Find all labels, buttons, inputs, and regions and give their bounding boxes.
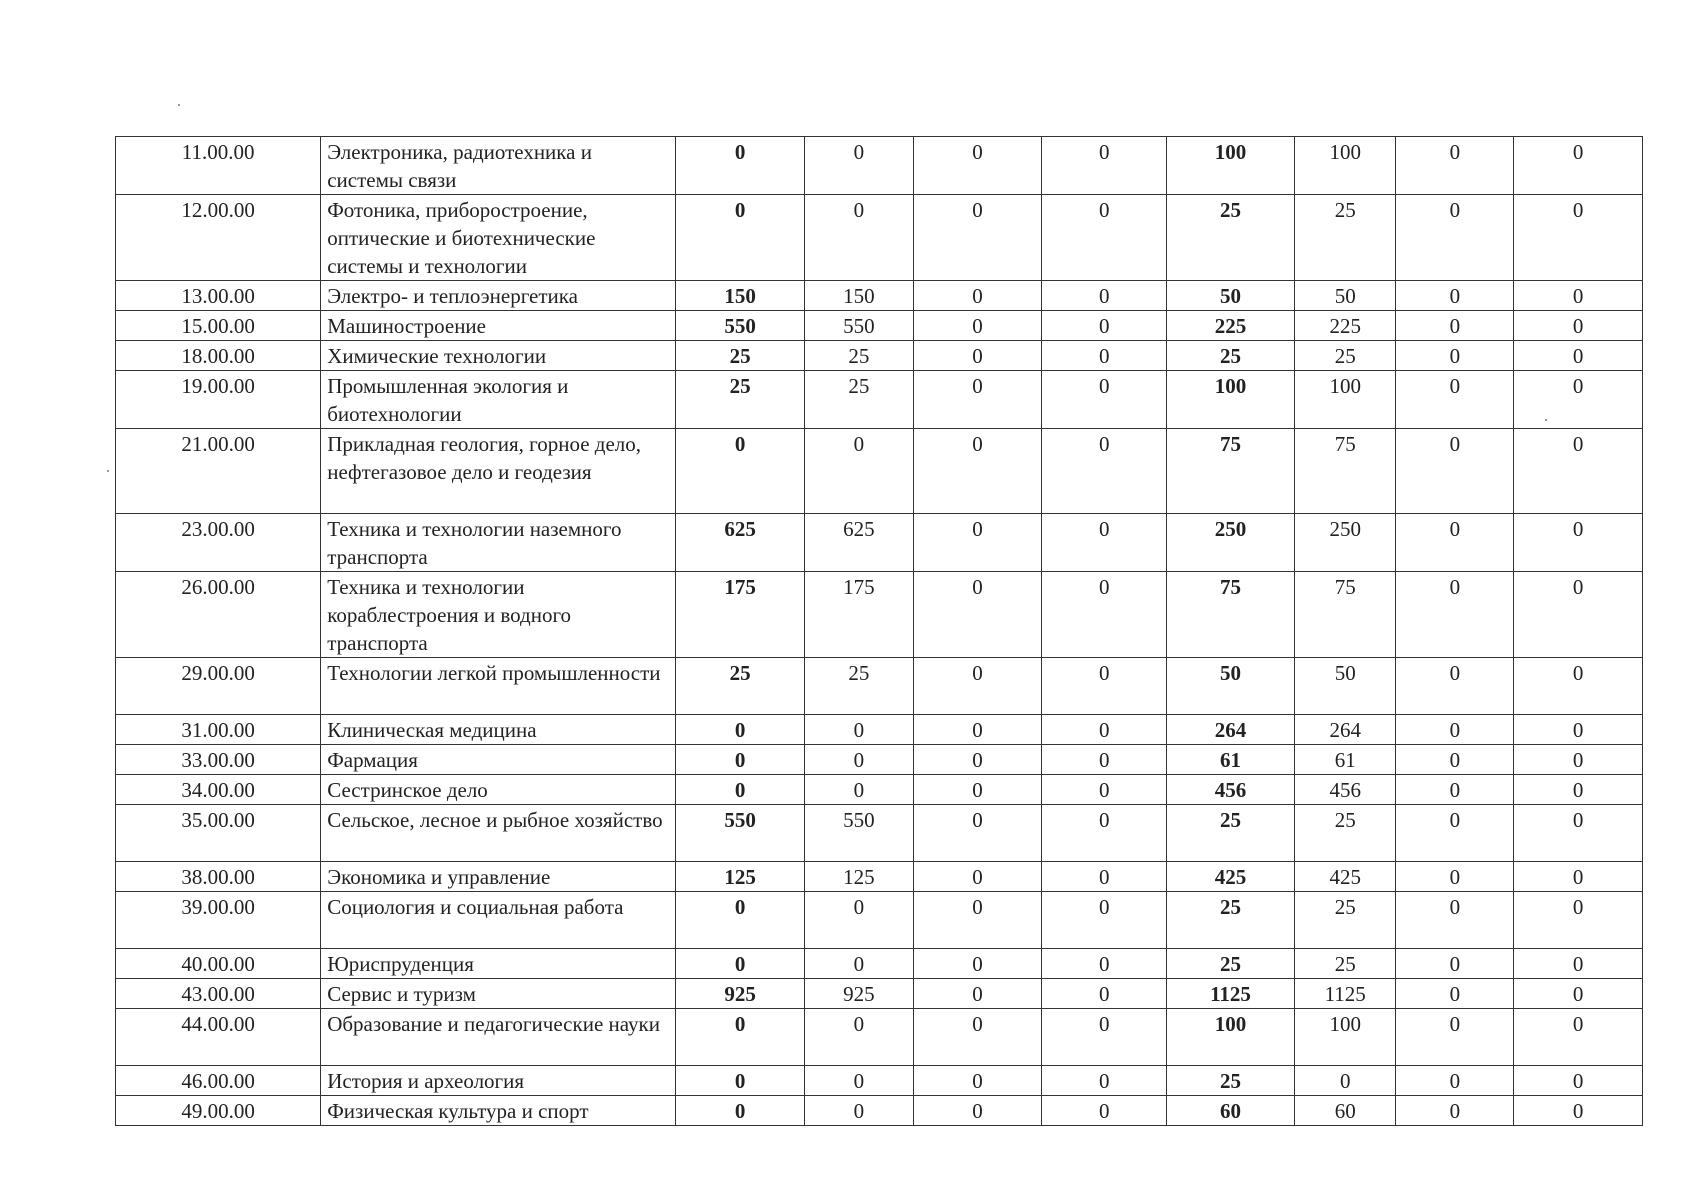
value-cell-c5: 75: [1167, 429, 1295, 514]
value-cell-c2: 0: [805, 775, 914, 805]
value-cell-c7: 0: [1396, 137, 1514, 195]
scan-speck: [1545, 419, 1547, 421]
value-cell-c8: 0: [1514, 514, 1643, 572]
value-cell-c3: 0: [913, 137, 1042, 195]
value-cell-c8: 0: [1514, 371, 1643, 429]
value-cell-c4: 0: [1042, 775, 1167, 805]
value-cell-c1: 0: [676, 1009, 805, 1066]
value-cell-c2: 550: [805, 805, 914, 862]
value-cell-c1: 550: [676, 311, 805, 341]
value-cell-c8: 0: [1514, 195, 1643, 281]
name-cell: Сельское, лесное и рыбное хозяйство: [321, 805, 676, 862]
value-cell-c3: 0: [913, 658, 1042, 715]
value-cell-c6: 25: [1294, 805, 1396, 862]
scan-speck: [107, 470, 109, 472]
value-cell-c5: 264: [1167, 715, 1295, 745]
value-cell-c4: 0: [1042, 715, 1167, 745]
value-cell-c1: 925: [676, 979, 805, 1009]
name-cell: Физическая культура и спорт: [321, 1096, 676, 1126]
value-cell-c2: 625: [805, 514, 914, 572]
value-cell-c2: 0: [805, 892, 914, 949]
table-row: [116, 195, 1643, 281]
value-cell-c3: 0: [913, 371, 1042, 429]
name-cell: Социология и социальная работа: [321, 892, 676, 949]
value-cell-c3: 0: [913, 949, 1042, 979]
value-cell-c4: 0: [1042, 949, 1167, 979]
value-cell-c6: 25: [1294, 195, 1396, 281]
value-cell-c5: 456: [1167, 775, 1295, 805]
value-cell-c7: 0: [1396, 1066, 1514, 1096]
table-body: [116, 137, 1643, 1126]
value-cell-c8: 0: [1514, 979, 1643, 1009]
name-cell: Электро- и теплоэнергетика: [321, 281, 676, 311]
value-cell-c2: 25: [805, 658, 914, 715]
value-cell-c2: 0: [805, 195, 914, 281]
value-cell-c3: 0: [913, 979, 1042, 1009]
value-cell-c4: 0: [1042, 572, 1167, 658]
value-cell-c8: 0: [1514, 137, 1643, 195]
value-cell-c7: 0: [1396, 658, 1514, 715]
value-cell-c7: 0: [1396, 745, 1514, 775]
value-cell-c8: 0: [1514, 775, 1643, 805]
value-cell-c6: 264: [1294, 715, 1396, 745]
code-cell: 40.00.00: [116, 949, 321, 979]
value-cell-c7: 0: [1396, 862, 1514, 892]
value-cell-c5: 1125: [1167, 979, 1295, 1009]
value-cell-c7: 0: [1396, 371, 1514, 429]
value-cell-c1: 25: [676, 371, 805, 429]
value-cell-c4: 0: [1042, 514, 1167, 572]
code-cell: 35.00.00: [116, 805, 321, 862]
name-cell: Фотоника, приборостроение, оптические и биотехнические системы и технологии: [321, 195, 676, 281]
value-cell-c5: 75: [1167, 572, 1295, 658]
value-cell-c3: 0: [913, 1009, 1042, 1066]
value-cell-c3: 0: [913, 341, 1042, 371]
value-cell-c3: 0: [913, 311, 1042, 341]
value-cell-c6: 75: [1294, 572, 1396, 658]
table-row: [116, 892, 1643, 949]
table-row: [116, 1096, 1643, 1126]
value-cell-c2: 0: [805, 745, 914, 775]
value-cell-c1: 0: [676, 137, 805, 195]
value-cell-c1: 0: [676, 195, 805, 281]
value-cell-c8: 0: [1514, 341, 1643, 371]
value-cell-c6: 25: [1294, 341, 1396, 371]
table-row: [116, 745, 1643, 775]
table-row: [116, 658, 1643, 715]
value-cell-c3: 0: [913, 429, 1042, 514]
value-cell-c7: 0: [1396, 311, 1514, 341]
value-cell-c1: 625: [676, 514, 805, 572]
value-cell-c4: 0: [1042, 892, 1167, 949]
value-cell-c8: 0: [1514, 745, 1643, 775]
value-cell-c7: 0: [1396, 341, 1514, 371]
value-cell-c3: 0: [913, 775, 1042, 805]
code-cell: 15.00.00: [116, 311, 321, 341]
value-cell-c3: 0: [913, 281, 1042, 311]
table-row: [116, 979, 1643, 1009]
value-cell-c2: 925: [805, 979, 914, 1009]
code-cell: 21.00.00: [116, 429, 321, 514]
value-cell-c5: 60: [1167, 1096, 1295, 1126]
value-cell-c2: 25: [805, 341, 914, 371]
value-cell-c4: 0: [1042, 371, 1167, 429]
code-cell: 39.00.00: [116, 892, 321, 949]
table-row: [116, 572, 1643, 658]
value-cell-c2: 150: [805, 281, 914, 311]
value-cell-c7: 0: [1396, 281, 1514, 311]
code-cell: 18.00.00: [116, 341, 321, 371]
value-cell-c2: 0: [805, 429, 914, 514]
value-cell-c3: 0: [913, 1066, 1042, 1096]
table-row: [116, 1009, 1643, 1066]
value-cell-c2: 550: [805, 311, 914, 341]
value-cell-c2: 0: [805, 715, 914, 745]
value-cell-c3: 0: [913, 715, 1042, 745]
value-cell-c6: 425: [1294, 862, 1396, 892]
value-cell-c8: 0: [1514, 311, 1643, 341]
name-cell: Промышленная экология и биотехнологии: [321, 371, 676, 429]
value-cell-c5: 25: [1167, 949, 1295, 979]
value-cell-c8: 0: [1514, 658, 1643, 715]
value-cell-c1: 0: [676, 1096, 805, 1126]
table-row: [116, 862, 1643, 892]
value-cell-c1: 125: [676, 862, 805, 892]
value-cell-c5: 25: [1167, 1066, 1295, 1096]
value-cell-c2: 0: [805, 137, 914, 195]
name-cell: Машиностроение: [321, 311, 676, 341]
value-cell-c7: 0: [1396, 1009, 1514, 1066]
value-cell-c6: 456: [1294, 775, 1396, 805]
value-cell-c8: 0: [1514, 1066, 1643, 1096]
value-cell-c8: 0: [1514, 572, 1643, 658]
value-cell-c6: 100: [1294, 1009, 1396, 1066]
name-cell: История и археология: [321, 1066, 676, 1096]
code-cell: 34.00.00: [116, 775, 321, 805]
value-cell-c7: 0: [1396, 572, 1514, 658]
value-cell-c2: 0: [805, 1066, 914, 1096]
value-cell-c3: 0: [913, 514, 1042, 572]
value-cell-c8: 0: [1514, 862, 1643, 892]
value-cell-c1: 0: [676, 949, 805, 979]
value-cell-c4: 0: [1042, 195, 1167, 281]
value-cell-c2: 125: [805, 862, 914, 892]
name-cell: Сестринское дело: [321, 775, 676, 805]
value-cell-c8: 0: [1514, 805, 1643, 862]
name-cell: Химические технологии: [321, 341, 676, 371]
value-cell-c5: 25: [1167, 892, 1295, 949]
value-cell-c7: 0: [1396, 195, 1514, 281]
value-cell-c5: 25: [1167, 805, 1295, 862]
value-cell-c5: 425: [1167, 862, 1295, 892]
value-cell-c3: 0: [913, 862, 1042, 892]
name-cell: Клиническая медицина: [321, 715, 676, 745]
enrollment-table: [115, 136, 1643, 1126]
name-cell: Юриспруденция: [321, 949, 676, 979]
name-cell: Экономика и управление: [321, 862, 676, 892]
value-cell-c2: 0: [805, 1096, 914, 1126]
value-cell-c3: 0: [913, 892, 1042, 949]
value-cell-c4: 0: [1042, 745, 1167, 775]
code-cell: 44.00.00: [116, 1009, 321, 1066]
value-cell-c6: 25: [1294, 892, 1396, 949]
value-cell-c7: 0: [1396, 775, 1514, 805]
value-cell-c8: 0: [1514, 892, 1643, 949]
table-row: [116, 514, 1643, 572]
value-cell-c3: 0: [913, 572, 1042, 658]
code-cell: 26.00.00: [116, 572, 321, 658]
value-cell-c6: 25: [1294, 949, 1396, 979]
value-cell-c6: 50: [1294, 281, 1396, 311]
code-cell: 46.00.00: [116, 1066, 321, 1096]
value-cell-c2: 25: [805, 371, 914, 429]
value-cell-c4: 0: [1042, 979, 1167, 1009]
value-cell-c5: 61: [1167, 745, 1295, 775]
value-cell-c7: 0: [1396, 979, 1514, 1009]
code-cell: 11.00.00: [116, 137, 321, 195]
value-cell-c4: 0: [1042, 1009, 1167, 1066]
value-cell-c5: 100: [1167, 371, 1295, 429]
code-cell: 29.00.00: [116, 658, 321, 715]
value-cell-c6: 50: [1294, 658, 1396, 715]
value-cell-c1: 0: [676, 1066, 805, 1096]
value-cell-c6: 225: [1294, 311, 1396, 341]
name-cell: Техника и технологии кораблестроения и водного транспорта: [321, 572, 676, 658]
value-cell-c1: 0: [676, 775, 805, 805]
name-cell: Прикладная геология, горное дело, нефтегазовое дело и геодезия: [321, 429, 676, 514]
value-cell-c5: 100: [1167, 1009, 1295, 1066]
value-cell-c7: 0: [1396, 1096, 1514, 1126]
value-cell-c4: 0: [1042, 311, 1167, 341]
name-cell: Электроника, радиотехника и системы связи: [321, 137, 676, 195]
value-cell-c5: 50: [1167, 281, 1295, 311]
code-cell: 49.00.00: [116, 1096, 321, 1126]
table-row: [116, 281, 1643, 311]
value-cell-c1: 0: [676, 715, 805, 745]
value-cell-c3: 0: [913, 745, 1042, 775]
value-cell-c8: 0: [1514, 715, 1643, 745]
value-cell-c5: 50: [1167, 658, 1295, 715]
value-cell-c3: 0: [913, 1096, 1042, 1126]
value-cell-c1: 0: [676, 429, 805, 514]
value-cell-c4: 0: [1042, 341, 1167, 371]
code-cell: 13.00.00: [116, 281, 321, 311]
value-cell-c4: 0: [1042, 137, 1167, 195]
value-cell-c8: 0: [1514, 1009, 1643, 1066]
value-cell-c7: 0: [1396, 715, 1514, 745]
value-cell-c3: 0: [913, 195, 1042, 281]
table-row: [116, 805, 1643, 862]
value-cell-c4: 0: [1042, 429, 1167, 514]
value-cell-c7: 0: [1396, 514, 1514, 572]
value-cell-c6: 75: [1294, 429, 1396, 514]
name-cell: Образование и педагогические науки: [321, 1009, 676, 1066]
value-cell-c1: 175: [676, 572, 805, 658]
value-cell-c7: 0: [1396, 892, 1514, 949]
value-cell-c2: 175: [805, 572, 914, 658]
value-cell-c6: 250: [1294, 514, 1396, 572]
value-cell-c4: 0: [1042, 658, 1167, 715]
value-cell-c1: 550: [676, 805, 805, 862]
value-cell-c1: 25: [676, 341, 805, 371]
table-row: [116, 341, 1643, 371]
value-cell-c5: 100: [1167, 137, 1295, 195]
value-cell-c8: 0: [1514, 949, 1643, 979]
table-row: [116, 715, 1643, 745]
table-row: [116, 137, 1643, 195]
value-cell-c2: 0: [805, 1009, 914, 1066]
code-cell: 31.00.00: [116, 715, 321, 745]
table-row: [116, 429, 1643, 514]
value-cell-c4: 0: [1042, 805, 1167, 862]
value-cell-c1: 25: [676, 658, 805, 715]
value-cell-c4: 0: [1042, 281, 1167, 311]
value-cell-c8: 0: [1514, 281, 1643, 311]
value-cell-c6: 100: [1294, 137, 1396, 195]
value-cell-c4: 0: [1042, 1096, 1167, 1126]
table-row: [116, 311, 1643, 341]
value-cell-c5: 25: [1167, 341, 1295, 371]
value-cell-c6: 61: [1294, 745, 1396, 775]
name-cell: Технологии легкой промышленности: [321, 658, 676, 715]
value-cell-c1: 0: [676, 892, 805, 949]
table-row: [116, 371, 1643, 429]
value-cell-c4: 0: [1042, 1066, 1167, 1096]
value-cell-c5: 25: [1167, 195, 1295, 281]
value-cell-c5: 250: [1167, 514, 1295, 572]
value-cell-c1: 150: [676, 281, 805, 311]
value-cell-c1: 0: [676, 745, 805, 775]
value-cell-c8: 0: [1514, 1096, 1643, 1126]
name-cell: Техника и технологии наземного транспорта: [321, 514, 676, 572]
value-cell-c6: 1125: [1294, 979, 1396, 1009]
code-cell: 33.00.00: [116, 745, 321, 775]
value-cell-c4: 0: [1042, 862, 1167, 892]
code-cell: 43.00.00: [116, 979, 321, 1009]
code-cell: 12.00.00: [116, 195, 321, 281]
value-cell-c7: 0: [1396, 429, 1514, 514]
code-cell: 38.00.00: [116, 862, 321, 892]
value-cell-c5: 225: [1167, 311, 1295, 341]
scan-speck: [178, 104, 180, 106]
value-cell-c3: 0: [913, 805, 1042, 862]
value-cell-c7: 0: [1396, 805, 1514, 862]
value-cell-c6: 60: [1294, 1096, 1396, 1126]
table-row: [116, 1066, 1643, 1096]
code-cell: 23.00.00: [116, 514, 321, 572]
value-cell-c2: 0: [805, 949, 914, 979]
value-cell-c6: 100: [1294, 371, 1396, 429]
table-row: [116, 949, 1643, 979]
value-cell-c6: 0: [1294, 1066, 1396, 1096]
value-cell-c7: 0: [1396, 949, 1514, 979]
code-cell: 19.00.00: [116, 371, 321, 429]
name-cell: Сервис и туризм: [321, 979, 676, 1009]
value-cell-c8: 0: [1514, 429, 1643, 514]
name-cell: Фармация: [321, 745, 676, 775]
table-row: [116, 775, 1643, 805]
